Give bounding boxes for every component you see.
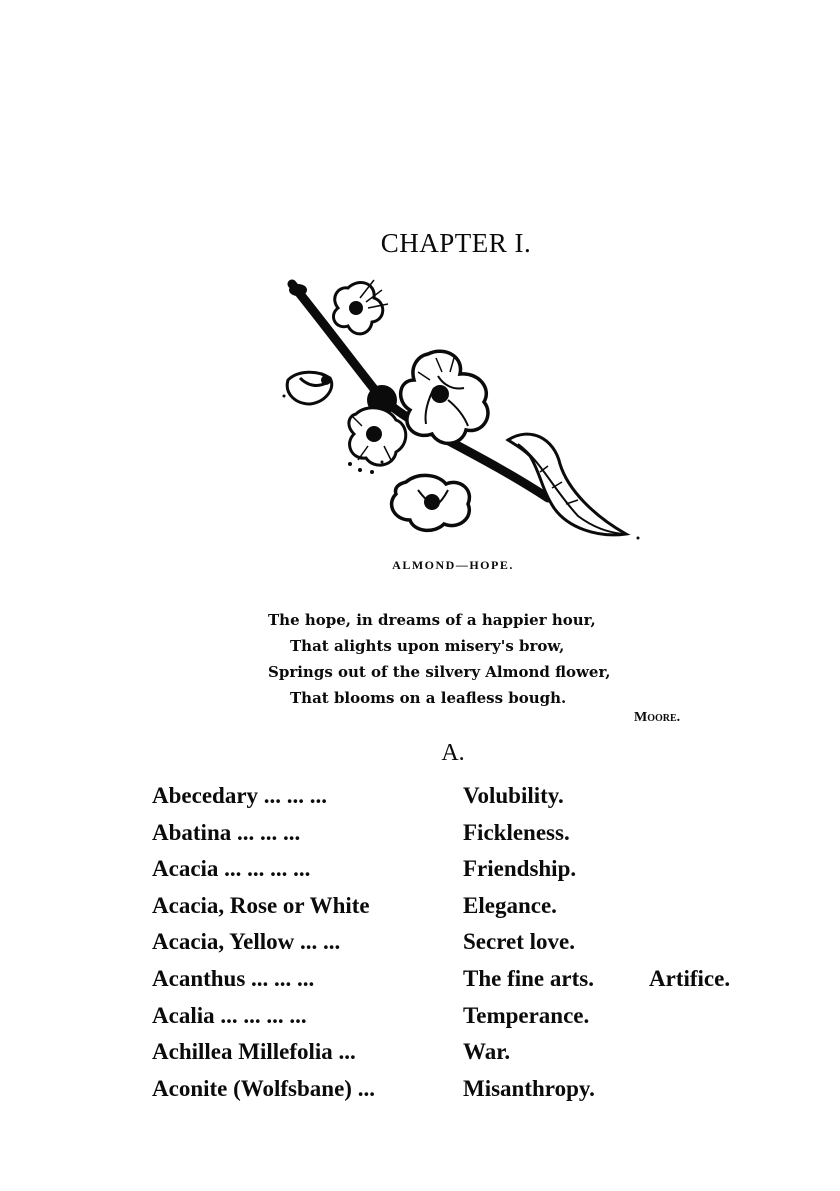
plant-meaning: Volubility. bbox=[463, 783, 564, 808]
section-letter: A. bbox=[441, 740, 465, 766]
poem-line: The hope, in dreams of a happier hour, bbox=[268, 611, 596, 629]
plant-name: Acacia ... ... ... ... bbox=[152, 856, 311, 882]
plant-name: Aconite (Wolfsbane) ... bbox=[152, 1075, 375, 1101]
plant-name: Acacia, Rose or White bbox=[152, 892, 370, 918]
plant-name: Acanthus ... ... ... bbox=[152, 965, 315, 991]
poem-line: Springs out of the silvery Almond flower, bbox=[268, 663, 611, 681]
plant-name: Acacia, Yellow ... ... bbox=[152, 929, 341, 955]
poem-line: That alights upon misery's brow, bbox=[290, 637, 565, 655]
plant-name: Abatina ... ... ... bbox=[152, 819, 301, 845]
poem bbox=[268, 607, 611, 711]
illustration-caption: ALMOND—HOPE. bbox=[392, 558, 514, 572]
plant-meaning: Misanthropy. bbox=[463, 1075, 595, 1101]
plant-name: Abecedary ... ... ... bbox=[152, 783, 328, 808]
plant-meaning: Elegance. bbox=[463, 892, 557, 918]
plant-meaning-secondary: Artifice. bbox=[649, 965, 731, 991]
poem-line: That blooms on a leafless bough. bbox=[290, 689, 567, 707]
plant-meaning: War. bbox=[463, 1039, 511, 1065]
plant-name: Achillea Millefolia ... bbox=[152, 1039, 356, 1065]
plant-meaning: Fickleness. bbox=[463, 819, 570, 845]
plant-meaning: Secret love. bbox=[463, 929, 575, 955]
plant-meaning: Friendship. bbox=[463, 856, 577, 882]
plant-name: Acalia ... ... ... ... bbox=[152, 1002, 307, 1028]
poem-attribution: Moore. bbox=[634, 710, 681, 725]
almond-blossom-branch-icon bbox=[278, 276, 648, 546]
plant-meaning: The fine arts. bbox=[463, 965, 594, 991]
plant-meaning: Temperance. bbox=[463, 1002, 590, 1028]
chapter-title: CHAPTER I. bbox=[380, 228, 532, 258]
